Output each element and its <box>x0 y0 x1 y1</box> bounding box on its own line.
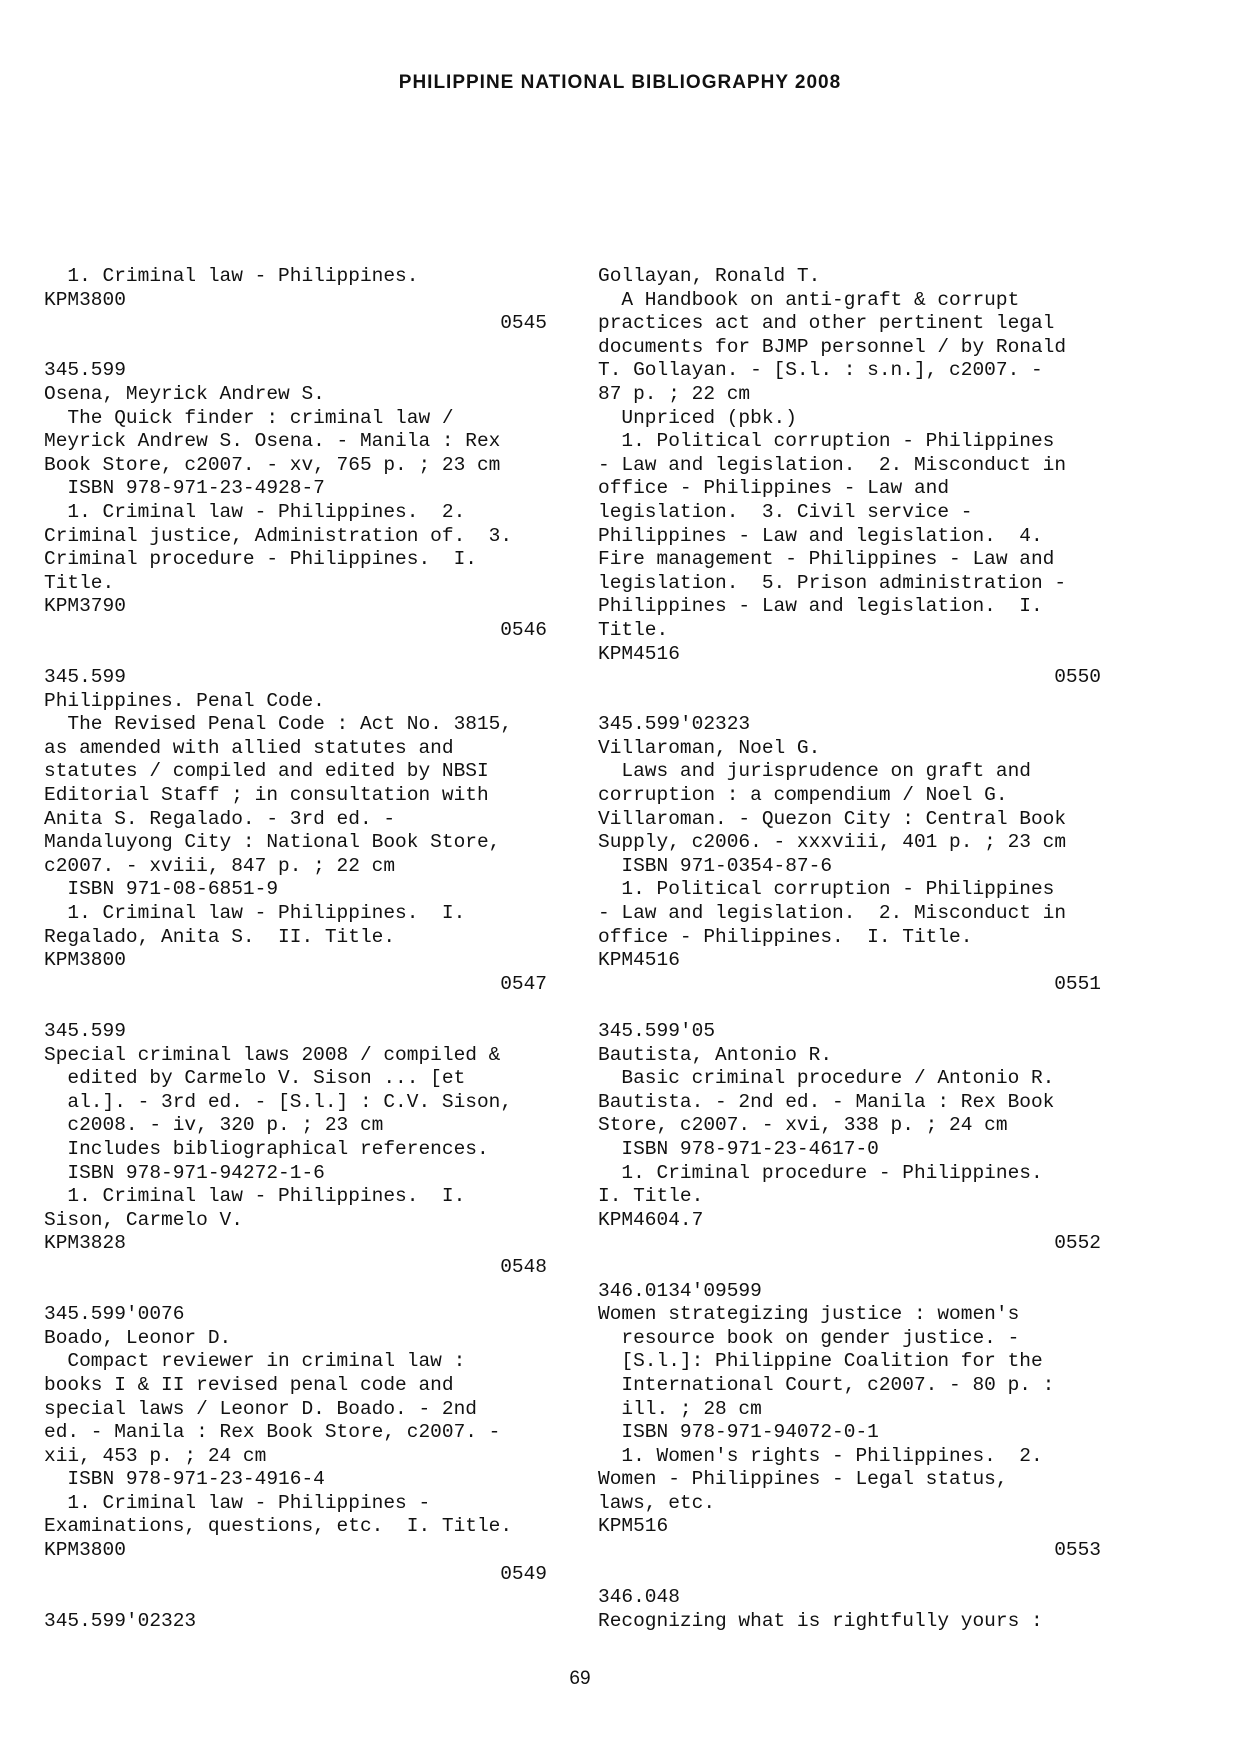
text-line: Book Store, c2007. - xv, 765 p. ; 23 cm <box>44 453 501 476</box>
text-line: The Revised Penal Code : Act No. 3815, <box>44 713 513 736</box>
text-line: Laws and jurisprudence on graft and <box>598 760 1031 783</box>
text-line: ISBN 978-971-94272-1-6 <box>44 1161 325 1184</box>
entry-number: 0545 <box>500 312 547 335</box>
text-line: as amended with allied statutes and <box>44 736 454 759</box>
blank-line <box>598 1563 1108 1587</box>
text-line: Bautista. - 2nd ed. - Manila : Rex Book <box>598 1090 1055 1113</box>
text-line: Bautista, Antonio R. <box>598 1043 833 1066</box>
text-line: office - Philippines - Law and <box>598 477 950 500</box>
text-line: ISBN 978-971-23-4617-0 <box>598 1137 879 1160</box>
text-line: Criminal procedure - Philippines. I. <box>44 548 477 571</box>
text-line: Osena, Meyrick Andrew S. <box>44 382 325 405</box>
classification-number: 345.599 <box>44 666 126 689</box>
text-line: Villaroman. - Quezon City : Central Book <box>598 807 1067 830</box>
text-line: ISBN 978-971-94072-0-1 <box>598 1421 879 1444</box>
text-line: Basic criminal procedure / Antonio R. <box>598 1067 1055 1090</box>
text-line: Women strategizing justice : women's <box>598 1303 1020 1326</box>
text-line: Store, c2007. - xvi, 338 p. ; 24 cm <box>598 1114 1008 1137</box>
classification-number: 345.599'05 <box>598 1020 716 1042</box>
text-line: al.]. - 3rd ed. - [S.l.] : C.V. Sison, <box>44 1090 513 1113</box>
text-line: The Quick finder : criminal law / <box>44 406 454 429</box>
classification-number: 346.0134'09599 <box>598 1279 762 1302</box>
entry-number: 0547 <box>500 972 547 995</box>
text-line: Meyrick Andrew S. Osena. - Manila : Rex <box>44 430 501 453</box>
text-line: resource book on gender justice. - <box>598 1326 1020 1349</box>
text-line: corruption : a compendium / Noel G. <box>598 784 1008 807</box>
classification-number: 345.599 <box>44 359 126 382</box>
entry-number: 0553 <box>1054 1539 1101 1562</box>
text-line: T. Gollayan. - [S.l. : s.n.], c2007. - <box>598 359 1043 382</box>
text-line: legislation. 5. Prison administration - <box>598 571 1067 594</box>
entry-number: 0552 <box>1054 1232 1101 1255</box>
entry-number: 0548 <box>500 1255 547 1278</box>
text-line: edited by Carmelo V. Sison ... [et <box>44 1067 466 1090</box>
text-line: Philippines - Law and legislation. 4. <box>598 524 1043 547</box>
text-line: office - Philippines. I. Title. <box>598 925 973 948</box>
page-header-title: PHILIPPINE NATIONAL BIBLIOGRAPHY 2008 <box>398 72 842 93</box>
blank-line <box>44 1586 554 1610</box>
blank-line <box>598 690 1108 714</box>
call-number: KPM516 <box>598 1515 669 1538</box>
call-number: KPM3800 <box>44 1539 126 1562</box>
text-line: 1. Criminal law - Philippines. <box>44 265 419 287</box>
text-line: Mandaluyong City : National Book Store, <box>44 831 501 854</box>
text-line: 87 p. ; 22 cm <box>598 382 751 405</box>
text-line: statutes / compiled and edited by NBSI <box>44 760 489 783</box>
text-line: Supply, c2006. - xxxviii, 401 p. ; 23 cm <box>598 831 1067 854</box>
entry-number: 0546 <box>500 618 547 641</box>
text-line: Editorial Staff ; in consultation with <box>44 784 489 807</box>
text-line: legislation. 3. Civil service - <box>598 500 973 523</box>
call-number: KPM3790 <box>44 595 126 618</box>
text-line: c2007. - xviii, 847 p. ; 22 cm <box>44 854 396 877</box>
text-line: ISBN 971-0354-87-6 <box>598 854 833 877</box>
text-line: Criminal justice, Administration of. 3. <box>44 524 513 547</box>
text-line: International Court, c2007. - 80 p. : <box>598 1373 1055 1396</box>
text-line: ed. - Manila : Rex Book Store, c2007. - <box>44 1421 501 1444</box>
classification-number: 345.599'02323 <box>44 1609 197 1632</box>
entry-number: 0551 <box>1054 972 1101 995</box>
text-line: I. Title. <box>598 1185 704 1208</box>
text-line: Title. <box>44 571 115 594</box>
text-line: - Law and legislation. 2. Misconduct in <box>598 902 1067 925</box>
text-line: Regalado, Anita S. II. Title. <box>44 925 396 948</box>
text-line: 1. Political corruption - Philippines <box>598 430 1055 453</box>
text-line: 1. Criminal law - Philippines. I. <box>44 1185 466 1208</box>
text-line: 1. Political corruption - Philippines <box>598 878 1055 901</box>
blank-line <box>44 996 554 1020</box>
text-line: Fire management - Philippines - Law and <box>598 548 1055 571</box>
text-line: Includes bibliographical references. <box>44 1137 489 1160</box>
call-number: KPM4516 <box>598 949 680 972</box>
entry-number: 0549 <box>500 1562 547 1585</box>
text-line: Philippines. Penal Code. <box>44 689 325 712</box>
text-line: Philippines - Law and legislation. I. <box>598 595 1043 618</box>
blank-line <box>44 1280 554 1304</box>
call-number: KPM3800 <box>44 949 126 972</box>
left-column <box>44 265 554 1633</box>
classification-number: 345.599 <box>44 1020 126 1042</box>
text-line: books I & II revised penal code and <box>44 1373 454 1396</box>
text-line: Examinations, questions, etc. I. Title. <box>44 1515 513 1538</box>
text-line: Boado, Leonor D. <box>44 1326 232 1349</box>
text-line: Recognizing what is rightfully yours : <box>598 1609 1043 1632</box>
call-number: KPM3800 <box>44 288 126 311</box>
text-line: Sison, Carmelo V. <box>44 1208 243 1231</box>
text-line: c2008. - iv, 320 p. ; 23 cm <box>44 1114 384 1137</box>
blank-line <box>598 1256 1108 1280</box>
text-line: ISBN 978-971-23-4928-7 <box>44 477 325 500</box>
text-line: xii, 453 p. ; 24 cm <box>44 1444 267 1467</box>
text-line: Compact reviewer in criminal law : <box>44 1350 466 1373</box>
blank-line <box>598 996 1108 1020</box>
call-number: KPM3828 <box>44 1232 126 1255</box>
text-line: documents for BJMP personnel / by Ronald <box>598 335 1067 358</box>
classification-number: 345.599'02323 <box>598 713 751 736</box>
text-line: practices act and other pertinent legal <box>598 312 1055 335</box>
text-line: ISBN 971-08-6851-9 <box>44 878 279 901</box>
text-line: Unpriced (pbk.) <box>598 406 797 429</box>
text-line: laws, etc. <box>598 1491 716 1514</box>
text-line: - Law and legislation. 2. Misconduct in <box>598 453 1067 476</box>
text-line: Gollayan, Ronald T. <box>598 265 821 287</box>
blank-line <box>44 643 554 667</box>
text-line: Special criminal laws 2008 / compiled & <box>44 1043 501 1066</box>
text-line: Villaroman, Noel G. <box>598 736 821 759</box>
entry-number: 0550 <box>1054 666 1101 689</box>
text-line: Anita S. Regalado. - 3rd ed. - <box>44 807 396 830</box>
call-number: KPM4516 <box>598 642 680 665</box>
text-line: special laws / Leonor D. Boado. - 2nd <box>44 1397 477 1420</box>
classification-number: 345.599'0076 <box>44 1303 185 1326</box>
text-line: 1. Women's rights - Philippines. 2. <box>598 1444 1043 1467</box>
text-line: 1. Criminal law - Philippines. 2. <box>44 500 466 523</box>
blank-line <box>44 336 554 360</box>
right-column <box>598 265 1108 1633</box>
text-line: 1. Criminal law - Philippines - <box>44 1491 431 1514</box>
text-line: Women - Philippines - Legal status, <box>598 1468 1008 1491</box>
call-number: KPM4604.7 <box>598 1208 704 1231</box>
text-line: ISBN 978-971-23-4916-4 <box>44 1468 325 1491</box>
text-line: [S.l.]: Philippine Coalition for the <box>598 1350 1043 1373</box>
page-number: 69 <box>569 1668 591 1689</box>
text-line: ill. ; 28 cm <box>598 1397 762 1420</box>
text-line: 1. Criminal procedure - Philippines. <box>598 1161 1043 1184</box>
text-line: Title. <box>598 618 669 641</box>
text-line: 1. Criminal law - Philippines. I. <box>44 902 466 925</box>
classification-number: 346.048 <box>598 1586 680 1609</box>
text-line: A Handbook on anti-graft & corrupt <box>598 288 1020 311</box>
